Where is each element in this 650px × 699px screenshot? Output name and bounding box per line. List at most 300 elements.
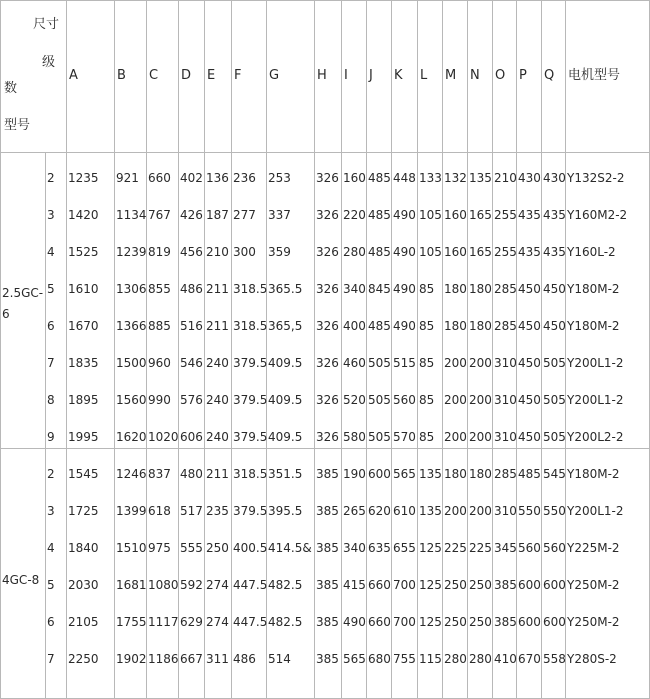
value-cell: 1420 [68, 208, 99, 222]
value-cell: 285 [494, 282, 517, 296]
value-cell: 700 [393, 615, 416, 629]
value-cell: 460 [343, 356, 366, 370]
value-cell: 385 [494, 615, 517, 629]
value-cell: 115 [419, 652, 442, 666]
value-cell: 326 [316, 393, 339, 407]
value-cell: 1366 [116, 319, 147, 333]
grid-line [516, 0, 517, 699]
value-cell: 200 [469, 356, 492, 370]
column-header: I [344, 68, 348, 83]
value-cell: 200 [469, 393, 492, 407]
value-cell: 600 [368, 467, 391, 481]
grid-line [391, 0, 392, 699]
stage-cell: 8 [47, 393, 55, 407]
value-cell: 190 [343, 467, 366, 481]
value-cell: 450 [543, 282, 566, 296]
value-cell: 250 [444, 615, 467, 629]
value-cell: 340 [343, 282, 366, 296]
column-header: J [369, 68, 373, 83]
value-cell: 755 [393, 652, 416, 666]
value-cell: 210 [494, 171, 517, 185]
value-cell: 85 [419, 282, 435, 296]
value-cell: 565 [343, 652, 366, 666]
value-cell: 450 [518, 282, 541, 296]
value-cell: 359 [268, 245, 291, 259]
value-cell: 187 [206, 208, 229, 222]
value-cell: 136 [206, 171, 229, 185]
value-cell: 490 [393, 245, 416, 259]
value-cell: 265 [343, 504, 366, 518]
value-cell: 618 [148, 504, 171, 518]
corner-label-size: 尺寸 [33, 17, 60, 32]
value-cell: 482.5 [268, 578, 303, 592]
value-cell: 580 [343, 430, 366, 444]
value-cell: 326 [316, 430, 339, 444]
value-cell: 555 [180, 541, 203, 555]
value-cell: 1235 [68, 171, 99, 185]
stage-cell: 6 [47, 615, 55, 629]
column-header: Q [544, 68, 555, 83]
value-cell: 1134 [116, 208, 147, 222]
value-cell: 379.5 [233, 430, 268, 444]
value-cell: 180 [469, 467, 492, 481]
grid-line [0, 0, 1, 699]
value-cell: 236 [233, 171, 256, 185]
value-cell: 1610 [68, 282, 99, 296]
value-cell: 1560 [116, 393, 147, 407]
value-cell: 125 [419, 541, 442, 555]
motor-model-cell: Y225M-2 [567, 541, 620, 555]
grid-line [114, 0, 115, 699]
column-header: D [181, 68, 192, 83]
grid-line [45, 152, 46, 699]
value-cell: 1895 [68, 393, 99, 407]
corner-label-count: 数 [4, 81, 18, 96]
corner-label-model: 型号 [4, 118, 31, 133]
grid-line [0, 152, 650, 153]
value-cell: 135 [419, 467, 442, 481]
value-cell: 160 [444, 208, 467, 222]
column-header: E [207, 68, 216, 83]
motor-model-cell: Y200L1-2 [567, 504, 624, 518]
value-cell: 255 [494, 208, 517, 222]
value-cell: 550 [543, 504, 566, 518]
value-cell: 2250 [68, 652, 99, 666]
value-cell: 105 [419, 245, 442, 259]
stage-cell: 5 [47, 282, 55, 296]
grid-line [442, 0, 443, 699]
value-cell: 250 [444, 578, 467, 592]
grid-line [231, 0, 232, 699]
value-cell: 635 [368, 541, 391, 555]
value-cell: 1246 [116, 467, 147, 481]
value-cell: 326 [316, 171, 339, 185]
value-cell: 285 [494, 467, 517, 481]
column-header: 电机型号 [568, 68, 621, 83]
motor-model-cell: Y180M-2 [567, 319, 620, 333]
value-cell: 365,5 [268, 319, 303, 333]
value-cell: 1835 [68, 356, 99, 370]
value-cell: 240 [206, 430, 229, 444]
value-cell: 837 [148, 467, 171, 481]
stage-cell: 7 [47, 652, 55, 666]
column-header: B [117, 68, 126, 83]
motor-model-cell: Y250M-2 [567, 615, 620, 629]
column-header: M [445, 68, 457, 83]
value-cell: 448 [393, 171, 416, 185]
grid-line [0, 0, 650, 1]
value-cell: 274 [206, 578, 229, 592]
value-cell: 1500 [116, 356, 147, 370]
grid-line [467, 0, 468, 699]
value-cell: 505 [543, 430, 566, 444]
value-cell: 200 [444, 504, 467, 518]
motor-model-cell: Y180M-2 [567, 467, 620, 481]
value-cell: 1902 [116, 652, 147, 666]
column-header: N [470, 68, 480, 83]
column-header: C [149, 68, 159, 83]
value-cell: 1525 [68, 245, 99, 259]
value-cell: 180 [469, 282, 492, 296]
value-cell: 435 [543, 208, 566, 222]
value-cell: 318.5 [233, 319, 268, 333]
motor-model-cell: Y250M-2 [567, 578, 620, 592]
value-cell: 1186 [148, 652, 179, 666]
value-cell: 960 [148, 356, 171, 370]
value-cell: 210 [206, 245, 229, 259]
column-header: O [495, 68, 506, 83]
column-header: H [317, 68, 327, 83]
value-cell: 505 [368, 430, 391, 444]
value-cell: 435 [518, 208, 541, 222]
value-cell: 225 [469, 541, 492, 555]
column-header: A [69, 68, 78, 83]
value-cell: 680 [368, 652, 391, 666]
value-cell: 326 [316, 245, 339, 259]
group-model-line1: 2.5GC- [2, 286, 44, 300]
value-cell: 345 [494, 541, 517, 555]
value-cell: 570 [393, 430, 416, 444]
value-cell: 560 [518, 541, 541, 555]
value-cell: 486 [233, 652, 256, 666]
value-cell: 409.5 [268, 393, 303, 407]
value-cell: 520 [343, 393, 366, 407]
value-cell: 592 [180, 578, 203, 592]
value-cell: 410 [494, 652, 517, 666]
value-cell: 435 [518, 245, 541, 259]
value-cell: 600 [518, 578, 541, 592]
value-cell: 255 [494, 245, 517, 259]
value-cell: 253 [268, 171, 291, 185]
value-cell: 326 [316, 319, 339, 333]
corner-label-stage: 级 [42, 55, 56, 70]
value-cell: 629 [180, 615, 203, 629]
value-cell: 447.5 [233, 615, 268, 629]
motor-model-cell: Y160L-2 [567, 245, 616, 259]
value-cell: 485 [368, 245, 391, 259]
motor-model-cell: Y200L2-2 [567, 430, 624, 444]
value-cell: 505 [368, 393, 391, 407]
value-cell: 180 [444, 319, 467, 333]
value-cell: 1725 [68, 504, 99, 518]
value-cell: 450 [518, 319, 541, 333]
value-cell: 105 [419, 208, 442, 222]
value-cell: 450 [518, 430, 541, 444]
value-cell: 400 [343, 319, 366, 333]
value-cell: 310 [494, 430, 517, 444]
value-cell: 135 [419, 504, 442, 518]
value-cell: 2030 [68, 578, 99, 592]
value-cell: 200 [444, 430, 467, 444]
value-cell: 379.5 [233, 393, 268, 407]
value-cell: 200 [444, 393, 467, 407]
value-cell: 1840 [68, 541, 99, 555]
value-cell: 447.5 [233, 578, 268, 592]
value-cell: 277 [233, 208, 256, 222]
value-cell: 200 [469, 504, 492, 518]
value-cell: 1620 [116, 430, 147, 444]
value-cell: 1670 [68, 319, 99, 333]
value-cell: 326 [316, 208, 339, 222]
value-cell: 486 [180, 282, 203, 296]
value-cell: 414.5& [268, 541, 312, 555]
value-cell: 211 [206, 319, 229, 333]
value-cell: 250 [469, 578, 492, 592]
value-cell: 274 [206, 615, 229, 629]
value-cell: 125 [419, 615, 442, 629]
value-cell: 395.5 [268, 504, 303, 518]
stage-cell: 4 [47, 541, 55, 555]
grid-line [366, 0, 367, 699]
value-cell: 660 [368, 615, 391, 629]
motor-model-cell: Y280S-2 [567, 652, 617, 666]
value-cell: 85 [419, 430, 435, 444]
value-cell: 132 [444, 171, 467, 185]
value-cell: 180 [444, 282, 467, 296]
value-cell: 505 [368, 356, 391, 370]
value-cell: 1239 [116, 245, 147, 259]
value-cell: 211 [206, 467, 229, 481]
value-cell: 600 [543, 578, 566, 592]
value-cell: 845 [368, 282, 391, 296]
grid-line [565, 0, 566, 699]
value-cell: 576 [180, 393, 203, 407]
value-cell: 165 [469, 245, 492, 259]
value-cell: 1080 [148, 578, 179, 592]
value-cell: 490 [343, 615, 366, 629]
value-cell: 975 [148, 541, 171, 555]
value-cell: 600 [543, 615, 566, 629]
value-cell: 505 [543, 356, 566, 370]
grid-line [0, 448, 650, 449]
value-cell: 546 [180, 356, 203, 370]
value-cell: 318.5 [233, 467, 268, 481]
value-cell: 435 [543, 245, 566, 259]
value-cell: 310 [494, 504, 517, 518]
value-cell: 337 [268, 208, 291, 222]
grid-line [66, 0, 67, 699]
value-cell: 490 [393, 208, 416, 222]
value-cell: 280 [469, 652, 492, 666]
value-cell: 565 [393, 467, 416, 481]
value-cell: 560 [543, 541, 566, 555]
value-cell: 250 [469, 615, 492, 629]
grid-line [266, 0, 267, 699]
value-cell: 160 [444, 245, 467, 259]
value-cell: 326 [316, 282, 339, 296]
value-cell: 620 [368, 504, 391, 518]
value-cell: 558 [543, 652, 566, 666]
value-cell: 1681 [116, 578, 147, 592]
value-cell: 430 [518, 171, 541, 185]
value-cell: 385 [316, 652, 339, 666]
value-cell: 125 [419, 578, 442, 592]
grid-line [492, 0, 493, 699]
value-cell: 600 [518, 615, 541, 629]
value-cell: 200 [444, 356, 467, 370]
value-cell: 250 [206, 541, 229, 555]
column-header: G [269, 68, 280, 83]
value-cell: 160 [343, 171, 366, 185]
value-cell: 490 [393, 319, 416, 333]
value-cell: 990 [148, 393, 171, 407]
value-cell: 385 [316, 615, 339, 629]
motor-model-cell: Y160M2-2 [567, 208, 628, 222]
grid-line [146, 0, 147, 699]
value-cell: 450 [518, 356, 541, 370]
value-cell: 1755 [116, 615, 147, 629]
value-cell: 402 [180, 171, 203, 185]
value-cell: 610 [393, 504, 416, 518]
stage-cell: 9 [47, 430, 55, 444]
value-cell: 351.5 [268, 467, 303, 481]
stage-cell: 5 [47, 578, 55, 592]
value-cell: 310 [494, 393, 517, 407]
value-cell: 855 [148, 282, 171, 296]
value-cell: 285 [494, 319, 517, 333]
value-cell: 885 [148, 319, 171, 333]
stage-cell: 3 [47, 208, 55, 222]
value-cell: 560 [393, 393, 416, 407]
value-cell: 426 [180, 208, 203, 222]
value-cell: 545 [543, 467, 566, 481]
value-cell: 318.5 [233, 282, 268, 296]
value-cell: 1995 [68, 430, 99, 444]
value-cell: 450 [518, 393, 541, 407]
value-cell: 1510 [116, 541, 147, 555]
value-cell: 311 [206, 652, 229, 666]
value-cell: 340 [343, 541, 366, 555]
stage-cell: 4 [47, 245, 55, 259]
value-cell: 280 [444, 652, 467, 666]
value-cell: 280 [343, 245, 366, 259]
grid-line [341, 0, 342, 699]
value-cell: 180 [469, 319, 492, 333]
value-cell: 385 [316, 504, 339, 518]
value-cell: 85 [419, 393, 435, 407]
value-cell: 515 [393, 356, 416, 370]
value-cell: 480 [180, 467, 203, 481]
value-cell: 516 [180, 319, 203, 333]
column-header: L [420, 68, 428, 83]
value-cell: 180 [444, 467, 467, 481]
grid-line [178, 0, 179, 699]
value-cell: 660 [148, 171, 171, 185]
group-model-line2: 6 [2, 307, 10, 321]
value-cell: 1306 [116, 282, 147, 296]
value-cell: 921 [116, 171, 139, 185]
value-cell: 1545 [68, 467, 99, 481]
value-cell: 211 [206, 282, 229, 296]
value-cell: 485 [518, 467, 541, 481]
value-cell: 606 [180, 430, 203, 444]
value-cell: 1117 [148, 615, 179, 629]
value-cell: 220 [343, 208, 366, 222]
value-cell: 1399 [116, 504, 147, 518]
grid-line [541, 0, 542, 699]
value-cell: 385 [494, 578, 517, 592]
value-cell: 379.5 [233, 504, 268, 518]
grid-line [314, 0, 315, 699]
stage-cell: 3 [47, 504, 55, 518]
value-cell: 655 [393, 541, 416, 555]
stage-cell: 2 [47, 467, 55, 481]
value-cell: 379.5 [233, 356, 268, 370]
value-cell: 409.5 [268, 356, 303, 370]
value-cell: 85 [419, 356, 435, 370]
grid-line [204, 0, 205, 699]
value-cell: 240 [206, 393, 229, 407]
value-cell: 660 [368, 578, 391, 592]
column-header: P [519, 68, 527, 83]
value-cell: 550 [518, 504, 541, 518]
value-cell: 430 [543, 171, 566, 185]
value-cell: 485 [368, 208, 391, 222]
motor-model-cell: Y132S2-2 [567, 171, 625, 185]
value-cell: 767 [148, 208, 171, 222]
value-cell: 415 [343, 578, 366, 592]
group-model-line1: 4GC-8 [2, 573, 40, 587]
value-cell: 165 [469, 208, 492, 222]
value-cell: 485 [368, 171, 391, 185]
value-cell: 133 [419, 171, 442, 185]
value-cell: 385 [316, 541, 339, 555]
stage-cell: 2 [47, 171, 55, 185]
value-cell: 365.5 [268, 282, 303, 296]
grid-line [417, 0, 418, 699]
value-cell: 670 [518, 652, 541, 666]
value-cell: 225 [444, 541, 467, 555]
motor-model-cell: Y180M-2 [567, 282, 620, 296]
value-cell: 819 [148, 245, 171, 259]
value-cell: 667 [180, 652, 203, 666]
value-cell: 385 [316, 578, 339, 592]
value-cell: 400.5 [233, 541, 268, 555]
value-cell: 700 [393, 578, 416, 592]
value-cell: 409.5 [268, 430, 303, 444]
value-cell: 517 [180, 504, 203, 518]
value-cell: 450 [543, 319, 566, 333]
value-cell: 514 [268, 652, 291, 666]
value-cell: 326 [316, 356, 339, 370]
column-header: F [234, 68, 242, 83]
value-cell: 200 [469, 430, 492, 444]
value-cell: 505 [543, 393, 566, 407]
value-cell: 240 [206, 356, 229, 370]
column-header: K [394, 68, 403, 83]
value-cell: 490 [393, 282, 416, 296]
value-cell: 385 [316, 467, 339, 481]
